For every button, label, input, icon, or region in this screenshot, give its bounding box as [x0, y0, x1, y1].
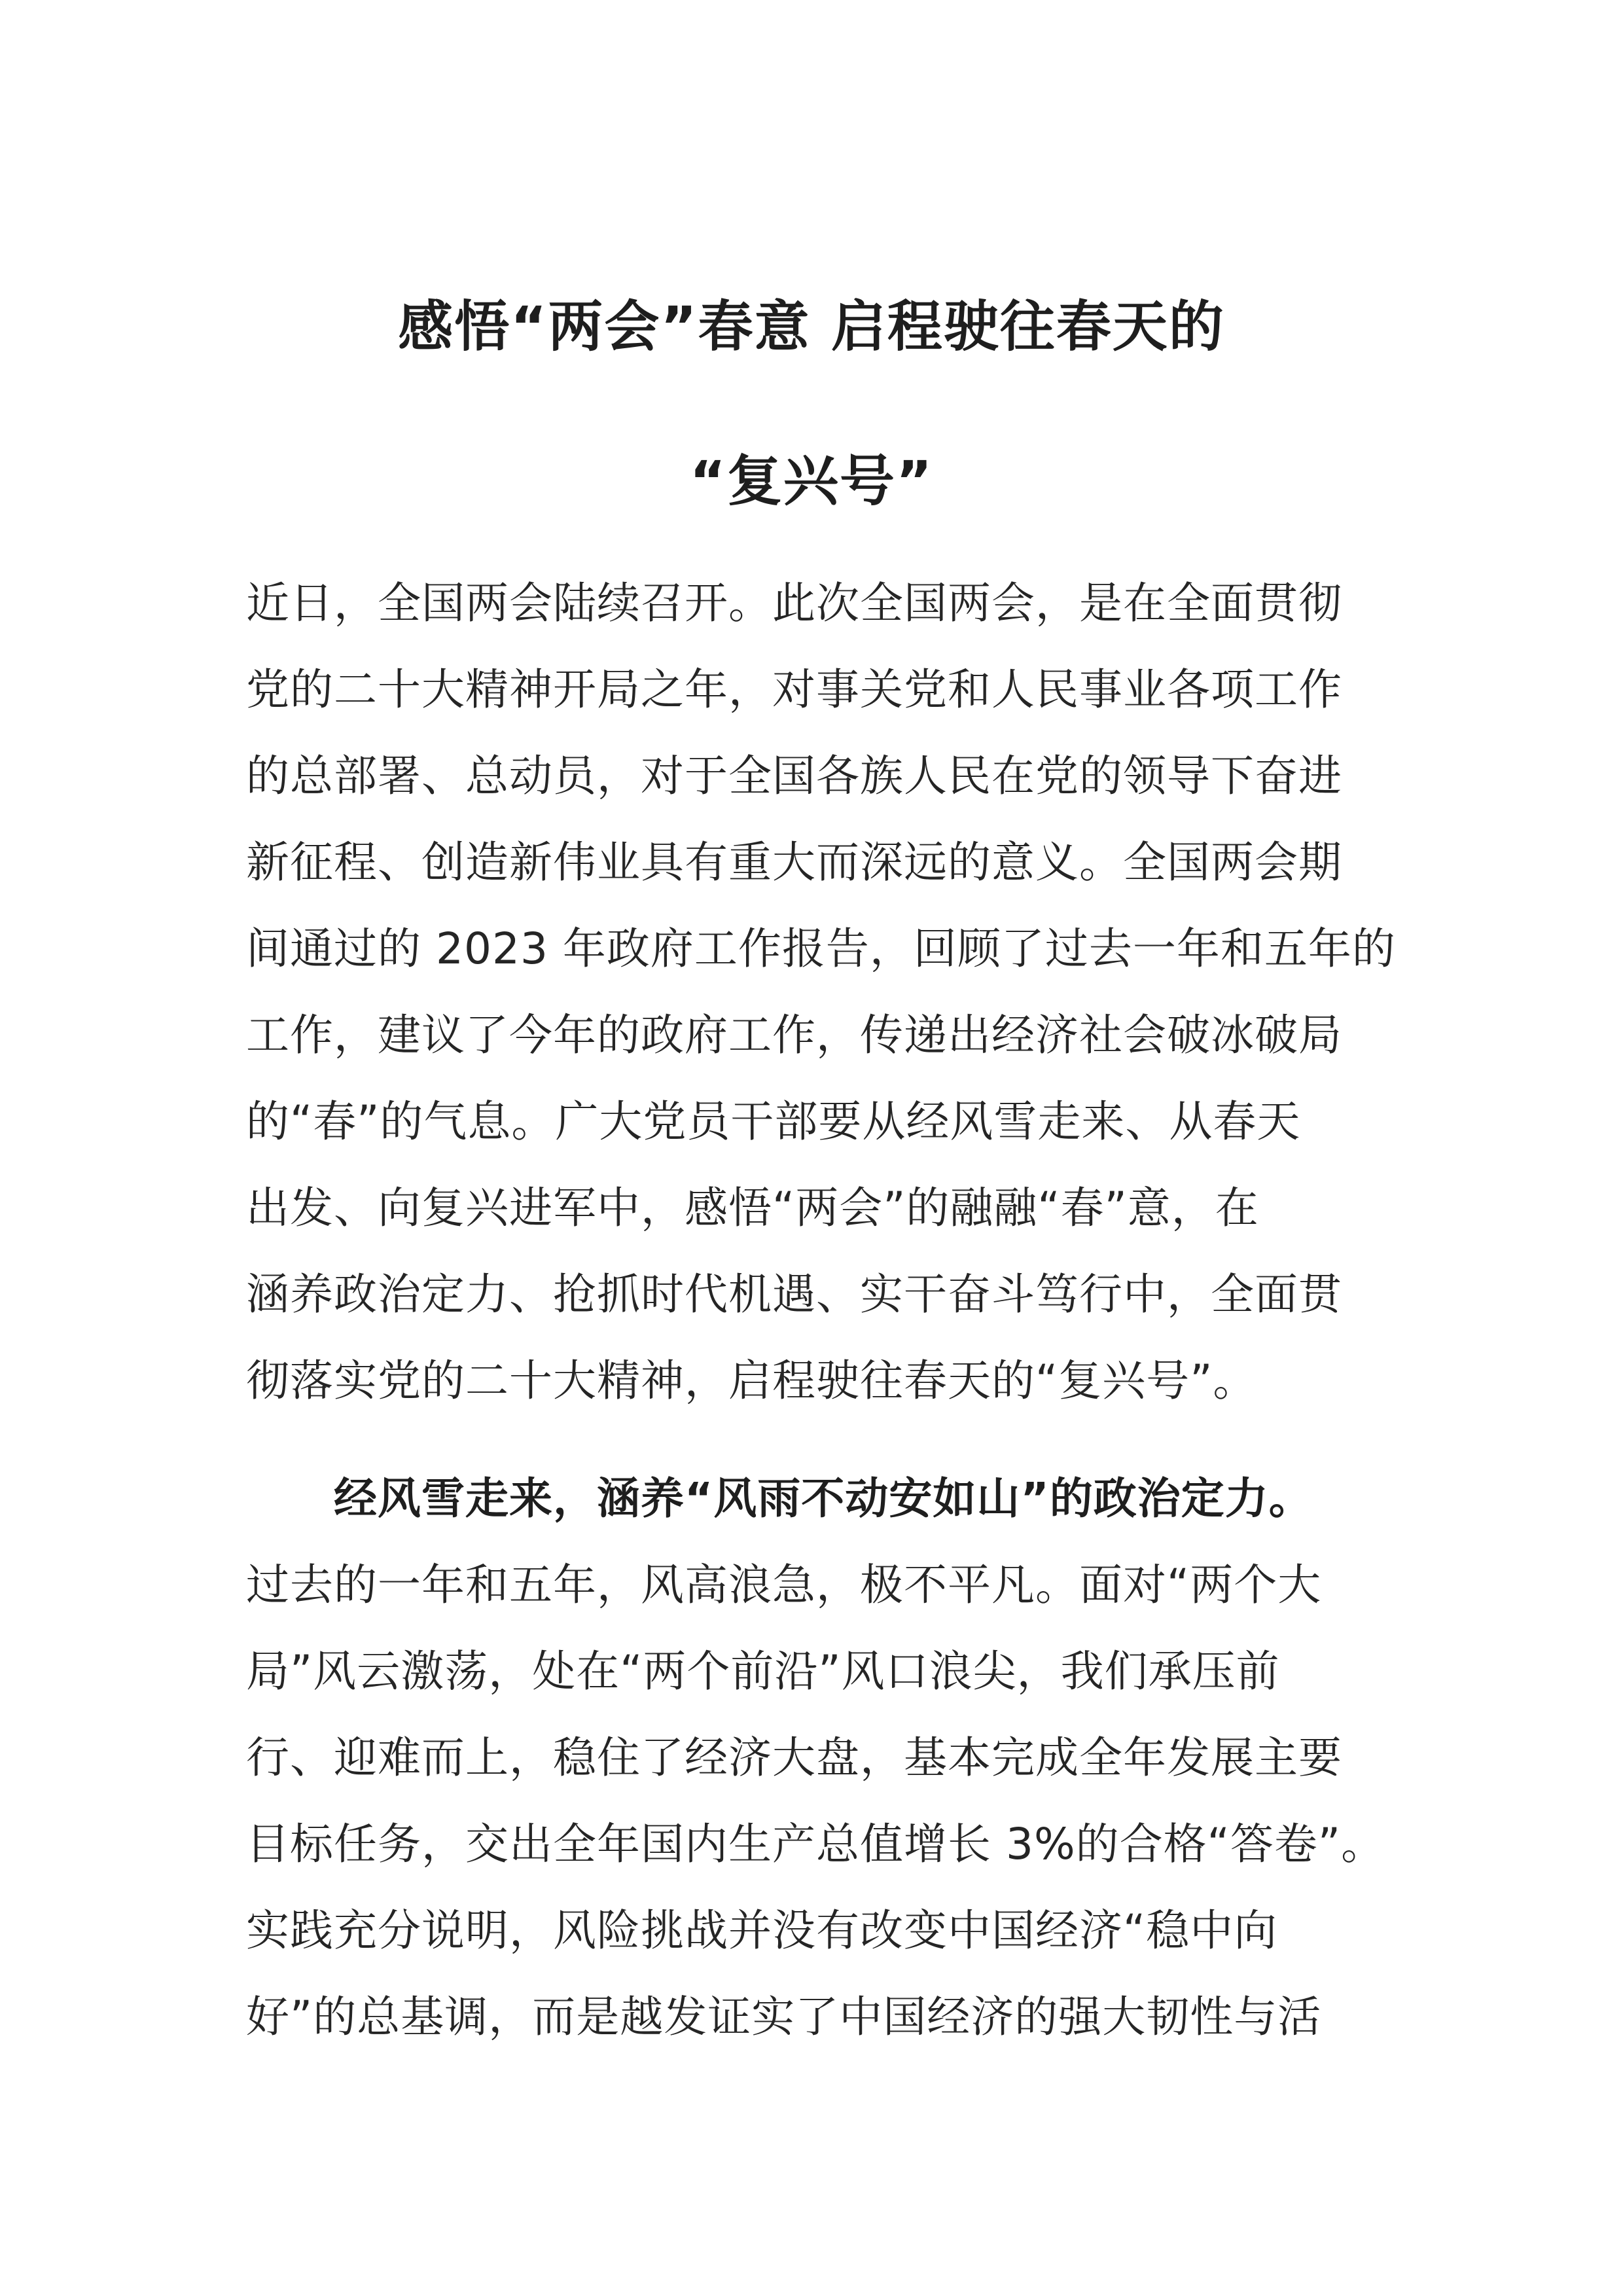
paragraph-2-line: 局”风云激荡，处在“两个前沿”风口浪尖，我们承压前 — [246, 1646, 1280, 1696]
title-line-2: “复兴号” — [689, 449, 934, 513]
paragraph-1-line: 的总部署、总动员，对于全国各族人民在党的领导下奋进 — [246, 751, 1342, 801]
paragraph-2-line: 好”的总基调，而是越发证实了中国经济的强大韧性与活 — [246, 1992, 1322, 2042]
paragraph-1-line: 新征程、创造新伟业具有重大而深远的意义。全国两会期 — [246, 837, 1342, 888]
section-heading: 经风雪走来，涵养“风雨不动安如山”的政治定力。 — [334, 1473, 1313, 1524]
paragraph-1-line: 党的二十大精神开局之年，对事关党和人民事业各项工作 — [246, 664, 1342, 715]
paragraph-1-line: 的“春”的气息。广大党员干部要从经风雪走来、从春天 — [246, 1096, 1301, 1147]
paragraph-1-line: 出发、向复兴进军中，感悟“两会”的融融“春”意，在 — [246, 1183, 1259, 1233]
paragraph-2-line: 过去的一年和五年，风高浪急，极不平凡。面对“两个大 — [246, 1560, 1322, 1610]
paragraph-1-line: 间通过的 2023 年政府工作报告，回顾了过去一年和五年的 — [246, 924, 1396, 974]
paragraph-1-line: 涵养政治定力、抢抓时代机遇、实干奋斗笃行中，全面贯 — [246, 1269, 1342, 1319]
paragraph-2-line: 目标任务，交出全年国内生产总值增长 3%的合格“答卷”。 — [246, 1819, 1385, 1869]
paragraph-1-line: 近日，全国两会陆续召开。此次全国两会，是在全面贯彻 — [246, 578, 1342, 628]
title-line-1: 感悟“两会”春意 启程驶往春天的 — [398, 295, 1225, 359]
paragraph-1-line: 工作，建议了今年的政府工作，传递出经济社会破冰破局 — [246, 1010, 1342, 1060]
paragraph-1-line: 彻落实党的二十大精神，启程驶往春天的“复兴号”。 — [246, 1355, 1257, 1406]
paragraph-2-line: 行、迎难而上，稳住了经济大盘，基本完成全年发展主要 — [246, 1732, 1342, 1783]
paragraph-2-line: 实践充分说明，风险挑战并没有改变中国经济“稳中向 — [246, 1905, 1278, 1956]
